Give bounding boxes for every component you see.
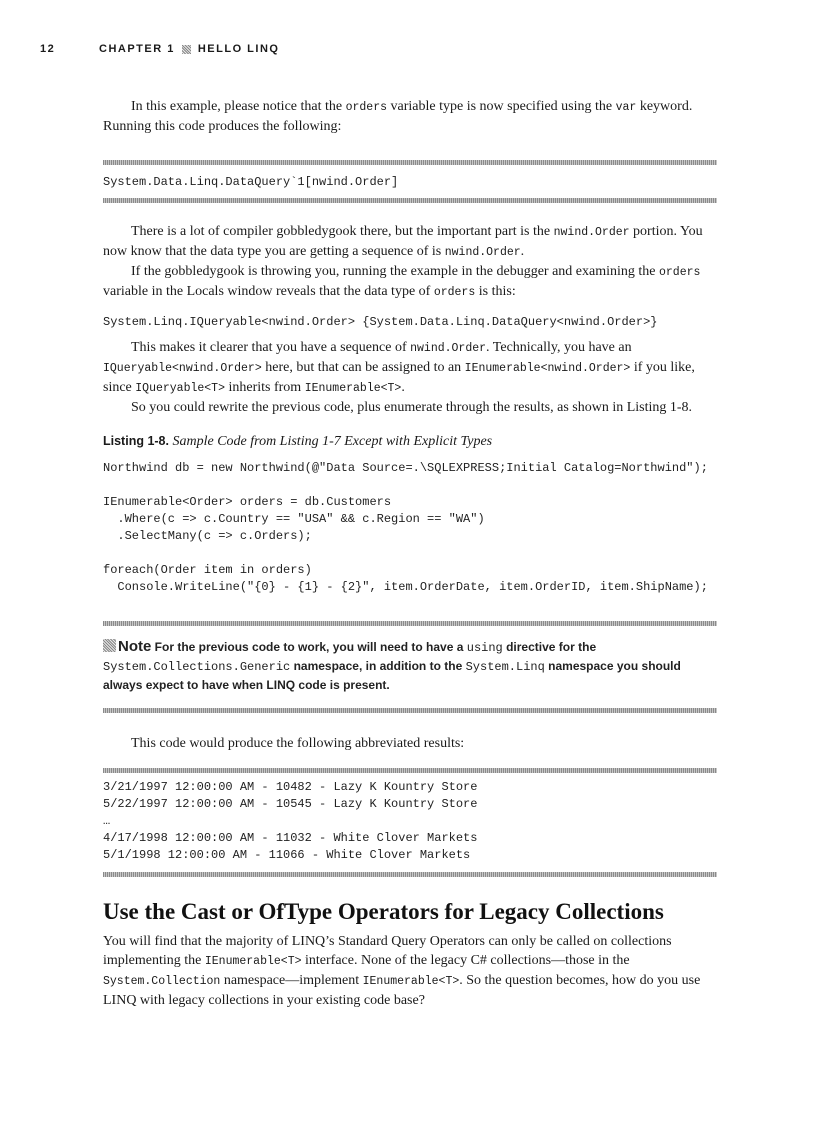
output-block <box>103 174 717 191</box>
body-paragraphs <box>103 222 717 302</box>
results-rule-top <box>103 768 717 773</box>
results-block <box>103 779 717 864</box>
output-line: System.Data.Linq.DataQuery`1[nwind.Order] <box>103 175 399 189</box>
type-line: System.Linq.IQueryable<nwind.Order> {System.Data.Linq.DataQuery<nwind.Order>} <box>103 315 658 329</box>
chapter-label: CHAPTER 1 <box>99 43 175 56</box>
section <box>103 898 717 1010</box>
note-square-icon <box>103 639 116 652</box>
chapter-name: HELLO LINQ <box>197 43 280 56</box>
listing-label: Listing 1-8. <box>103 434 169 448</box>
note-label: Note <box>118 638 152 655</box>
body-paragraphs-2 <box>103 338 717 417</box>
type-line-block <box>103 314 717 331</box>
code-rule-top <box>103 160 717 165</box>
chapter-title <box>99 43 279 55</box>
note-rule-bottom <box>103 708 717 713</box>
results-intro <box>103 734 717 753</box>
results-rule-bottom <box>103 872 717 877</box>
paragraph: This code would produce the following abbreviated results: <box>131 736 465 751</box>
section-paragraph: You will find that the majority of LINQ’s Standard Query Operators can only be called on collections implementing the IEnumerable<T> interface. None of the legacy C# collections—those in the System.Collection namespace—implement IEnumerable<T>. So the question becomes, how do you use LINQ with legacy collections in your existing code base? <box>103 934 701 1008</box>
listing-title: Sample Code from Listing 1-7 Except with Explicit Types <box>172 434 493 449</box>
listing-caption <box>103 432 717 451</box>
separator-square-icon <box>182 45 191 54</box>
code-block: Northwind db = new Northwind(@"Data Source=.\SQLEXPRESS;Initial Catalog=Northwind"); IEnumerable<Order> orders = db.Customers .Where(c => c.Country == "USA" && c.Region == "WA") .SelectMany(c => c.Orders); foreach(Order item in orders) Console.WriteLine("{0} - {1} - {2}", item.OrderDate, item.OrderID, item.ShipName); <box>103 461 708 594</box>
results-output: 3/21/1997 12:00:00 AM - 10482 - Lazy K Kountry Store 5/22/1997 12:00:00 AM - 10545 - Lazy K Kountry Store … 4/17/1998 12:00:00 AM - 11032 - White Clover Markets 5/1/1998 12:00:00 AM - 11066 - White Clover Markets <box>103 780 478 862</box>
code-rule-bottom <box>103 198 717 203</box>
intro-paragraph: In this example, please notice that the orders variable type is now specified using the var keyword. Running this code produces the following: <box>103 99 693 134</box>
note-box: Note For the previous code to work, you will need to have a using directive for the System.Collections.Generic namespace, in addition to the System.Linq namespace you should always expect to have when LINQ code is present. <box>103 638 681 692</box>
running-header <box>40 43 776 59</box>
paragraph: So you could rewrite the previous code, plus enumerate through the results, as shown in Listing 1-8. <box>131 400 693 415</box>
listing-code <box>103 460 717 596</box>
paragraph: This makes it clearer that you have a sequence of nwind.Order. Technically, you have an IQueryable<nwind.Order> here, but that can be assigned to an IEnumerable<nwind.Order> if you like, since IQueryable<T> inherits from IEnumerable<T>. <box>103 340 695 395</box>
section-heading: Use the Cast or OfType Operators for Legacy Collections <box>103 899 664 924</box>
note-rule-top <box>103 621 717 626</box>
paragraph: There is a lot of compiler gobbledygook there, but the important part is the nwind.Order portion. You now know that the data type you are getting a sequence of is nwind.Order. <box>103 224 703 259</box>
page-number: 12 <box>40 43 56 55</box>
paragraph: If the gobbledygook is throwing you, running the example in the debugger and examining the orders variable in the Locals window reveals that the data type of orders is this: <box>103 264 701 299</box>
